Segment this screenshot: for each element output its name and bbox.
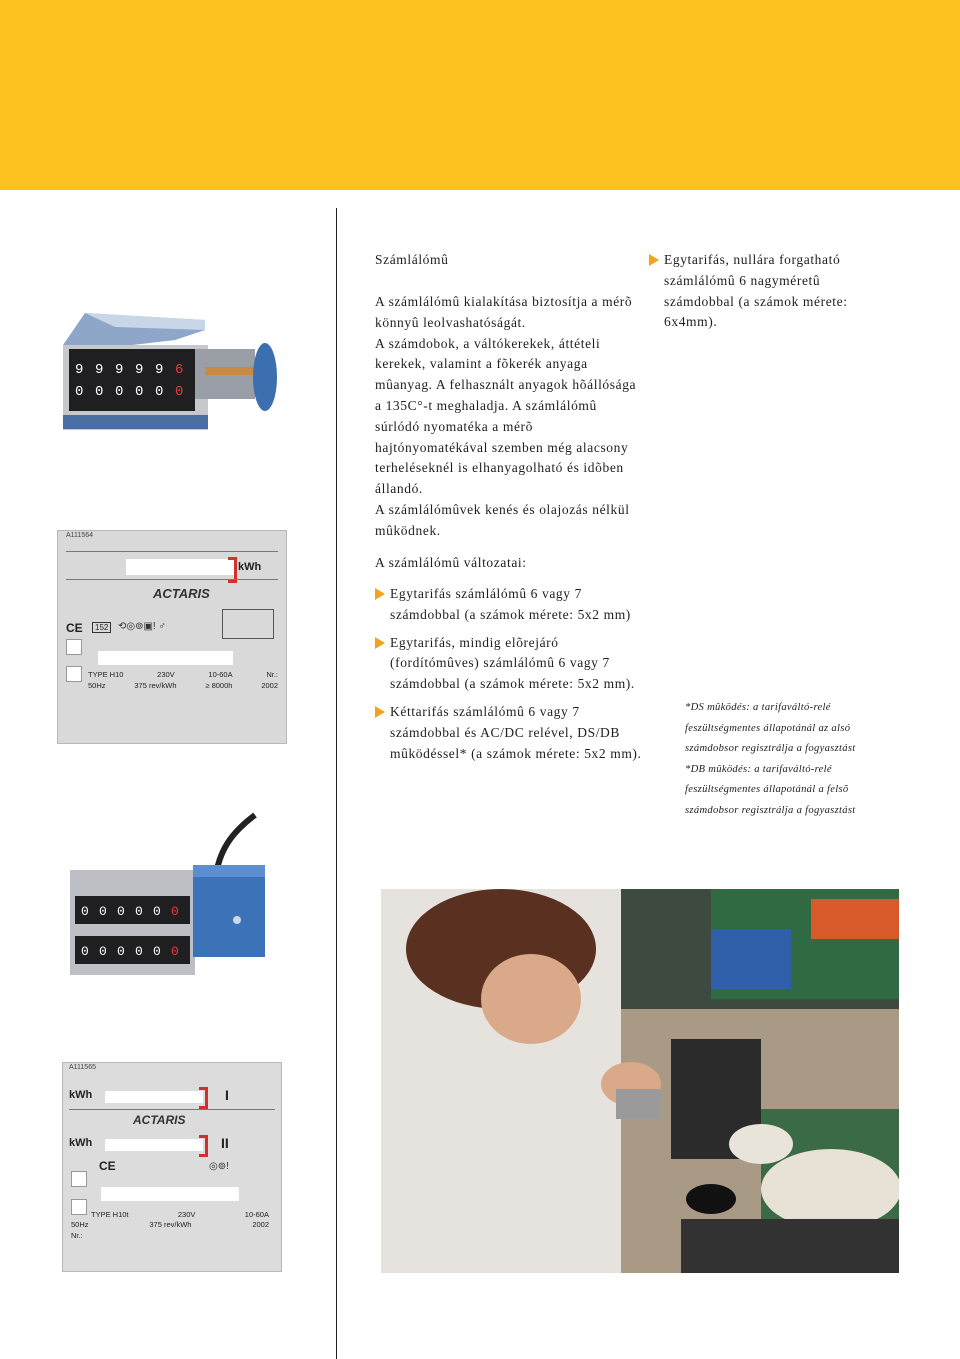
symbol-icons: ◎⊚ǃ <box>209 1161 229 1172</box>
footnote-line: számdobsor regisztrálja a fogyasztást <box>685 743 856 755</box>
list-item: Egytarifás, mindig elõrejáró (fordítómûves) számlálómû 6 vagy 7 számdobbal (a számok mérete: 5x2 mm). <box>375 633 645 695</box>
counter-digit: 0 <box>171 904 179 919</box>
counter-digit: 0 <box>115 384 124 400</box>
list-item: Kéttarifás számlálómû 6 vagy 7 számdobbal és AC/DC relével, DS/DB mûködéssel* (a számok mérete: 5x2 mm). <box>375 702 645 764</box>
counter-digit: 0 <box>175 384 184 400</box>
spec-row: 50Hz 375 rev/kWh 2002 <box>71 1220 269 1229</box>
counter-digit: 0 <box>95 384 104 400</box>
brand-logo: ACTARIS <box>133 1113 186 1127</box>
counter-digit: 0 <box>171 944 179 959</box>
single-counter-image <box>55 305 285 440</box>
wiring-diagram-icon <box>222 609 274 639</box>
counter-digit: 0 <box>155 384 164 400</box>
variants-list <box>375 584 645 771</box>
intro-paragraph: A számdobok, a váltókerekek, áttételi kerekek, valamint a fõkerék anyaga mûanyag. A felhasznált anyagok hõállósága a 135C°-t meghaladja. A számlálómû súrlódó nyomatéka a mérõ hajtónyomatékával szemben még alacsony terheléseknél is elhanyagolható és idõben állandó. <box>375 335 637 497</box>
spec-row: 50Hz 375 rev/kWh ≥ 8000h 2002 <box>88 681 278 690</box>
assembly-photo <box>381 889 899 1273</box>
right-variant-item: Egytarifás, nullára forgatható számlálómû 6 nagyméretû számdobbal (a számok mérete: 6x4mm). <box>649 250 879 333</box>
counter-window <box>126 559 236 575</box>
spec-row: TYPE H10t 230V 10-60A <box>91 1210 269 1219</box>
counter-digit: 9 <box>95 362 104 378</box>
counter-digit: 9 <box>155 362 164 378</box>
intro-paragraph: A számlálómûvek kenés és olajozás nélkül mûködnek. <box>375 501 630 538</box>
plate-code: A111564 <box>66 532 93 539</box>
counter-digit: 0 <box>135 384 144 400</box>
tariff-two-label: II <box>221 1135 229 1151</box>
counter-digit: 0 <box>153 904 161 919</box>
footnote-line: feszültségmentes állapotánál a felsõ <box>685 784 849 796</box>
serial-field <box>101 1187 239 1201</box>
header-banner <box>0 0 960 190</box>
counter-digit: 9 <box>75 362 84 378</box>
counter-digit: 0 <box>135 904 143 919</box>
footnote-line: számdobsor regisztrálja a fogyasztást <box>685 804 856 816</box>
footnote-line: *DB mûködés: a tarifaváltó-relé <box>685 763 832 775</box>
variants-title: A számlálómû változatai: <box>375 555 527 570</box>
counter-digit: 0 <box>117 904 125 919</box>
column-divider <box>336 208 337 1359</box>
triangle-bullet-icon <box>375 637 385 649</box>
spec-row: TYPE H10 230V 10-60A Nr.: <box>88 670 278 679</box>
nameplate-dual-tariff <box>62 1062 282 1272</box>
triangle-bullet-icon <box>375 588 385 600</box>
counter-digit: 0 <box>117 944 125 959</box>
symbol-icons: ⟲◎⊚▣ǃ ♂ <box>118 621 166 632</box>
approval-number: 152 <box>92 622 111 633</box>
plate-code: A111565 <box>69 1064 96 1071</box>
unit-label: kWh <box>69 1089 93 1101</box>
unit-label: kWh <box>69 1137 93 1149</box>
nameplate-single-tariff <box>57 530 287 744</box>
counter-digit: 0 <box>135 944 143 959</box>
counter-digit: 6 <box>175 362 184 378</box>
serial-label: Nr.: <box>71 1231 83 1240</box>
tariff-one-label: I <box>225 1087 229 1103</box>
list-item: Egytarifás számlálómû 6 vagy 7 számdobbal (a számok mérete: 5x2 mm) <box>375 584 645 626</box>
counter-digit: 9 <box>115 362 124 378</box>
footnote-line: *DS mûködés: a tarifaváltó-relé <box>685 702 831 713</box>
unit-label: kWh <box>238 561 262 573</box>
counter-digit: 0 <box>75 384 84 400</box>
counter-digit: 0 <box>99 944 107 959</box>
dual-counter-image <box>65 810 275 980</box>
footnotes <box>685 698 885 822</box>
intro-paragraph: A számlálómû kialakítása biztosítja a mérõ könnyû leolvashatóságát. <box>375 294 633 330</box>
triangle-bullet-icon <box>649 254 659 266</box>
triangle-bullet-icon <box>375 706 385 718</box>
serial-field <box>98 651 233 665</box>
counter-digit: 0 <box>153 944 161 959</box>
ce-mark: CE <box>99 1159 116 1173</box>
brand-logo: ACTARIS <box>153 586 210 601</box>
counter-digit: 0 <box>99 904 107 919</box>
section-title: Számlálómû <box>375 252 449 267</box>
intro-text <box>375 292 637 542</box>
counter-digit: 0 <box>81 904 89 919</box>
counter-digit: 0 <box>81 944 89 959</box>
footnote-line: feszültségmentes állapotánál az alsó <box>685 722 851 734</box>
ce-mark: CE <box>66 621 83 635</box>
counter-digit: 9 <box>135 362 144 378</box>
